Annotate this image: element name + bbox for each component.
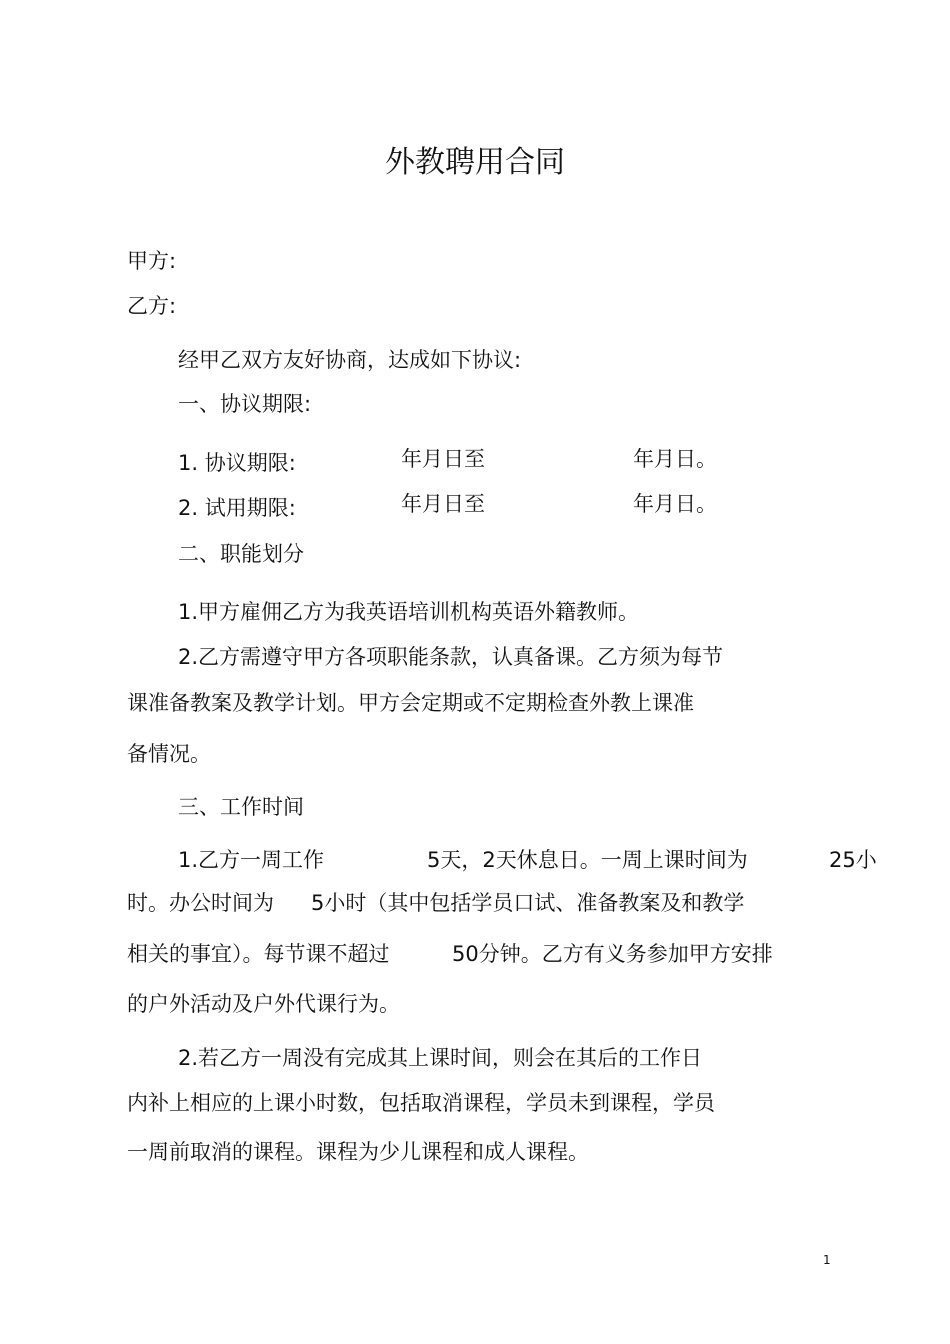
- term-item-2-label: 2. 试用期限:: [178, 496, 296, 520]
- term-item-1-to: 年月日。: [633, 447, 717, 471]
- intro-paragraph: 经甲乙双方友好协商，达成如下协议:: [178, 348, 522, 372]
- term-item-1-from: 年月日至: [401, 447, 485, 471]
- section-3-paragraph-1-line-2a: 时。办公时间为: [127, 891, 274, 915]
- section-3-paragraph-1-line-1b: 5天，2天休息日。一周上课时间为: [427, 848, 748, 872]
- section-3-paragraph-1-line-3a: 相关的事宜）。每节课不超过: [127, 942, 390, 966]
- section-3-paragraph-1-line-1a: 1.乙方一周工作: [178, 848, 325, 872]
- section-2-paragraph-2-line-2: 课准备教案及教学计划。甲方会定期或不定期检查外教上课准: [127, 691, 694, 715]
- section-2-paragraph-1: 1.甲方雇佣乙方为我英语培训机构英语外籍教师。: [178, 600, 640, 624]
- section-2-paragraph-2-line-1: 2.乙方需遵守甲方各项职能条款，认真备课。乙方须为每节: [178, 645, 724, 669]
- term-item-1-label: 1. 协议期限:: [178, 451, 296, 475]
- section-3-paragraph-1-line-2b: 5小时（其中包括学员口试、准备教案及和教学: [311, 891, 745, 915]
- section-1-heading: 一、协议期限:: [178, 392, 312, 416]
- section-3-paragraph-2-line-2: 内补上相应的上课小时数，包括取消课程，学员未到课程，学员: [127, 1091, 715, 1115]
- section-3-paragraph-1-line-1c: 25小: [829, 848, 877, 872]
- party-a-label: 甲方:: [127, 249, 177, 273]
- party-b-label: 乙方:: [127, 294, 177, 318]
- document-title: 外教聘用合同: [385, 145, 565, 180]
- page-number: 1: [823, 1253, 831, 1267]
- term-item-2-from: 年月日至: [401, 492, 485, 516]
- section-3-heading: 三、工作时间: [178, 795, 304, 819]
- term-item-2-to: 年月日。: [633, 492, 717, 516]
- section-3-paragraph-2-line-3: 一周前取消的课程。课程为少儿课程和成人课程。: [127, 1140, 589, 1164]
- section-3-paragraph-2-line-1: 2.若乙方一周没有完成其上课时间，则会在其后的工作日: [178, 1046, 703, 1070]
- section-2-heading: 二、职能划分: [178, 542, 304, 566]
- section-2-paragraph-2-line-3: 备情况。: [127, 742, 211, 766]
- section-3-paragraph-1-line-3b: 50分钟。乙方有义务参加甲方安排: [452, 942, 773, 966]
- section-3-paragraph-1-line-4: 的户外活动及户外代课行为。: [127, 992, 400, 1016]
